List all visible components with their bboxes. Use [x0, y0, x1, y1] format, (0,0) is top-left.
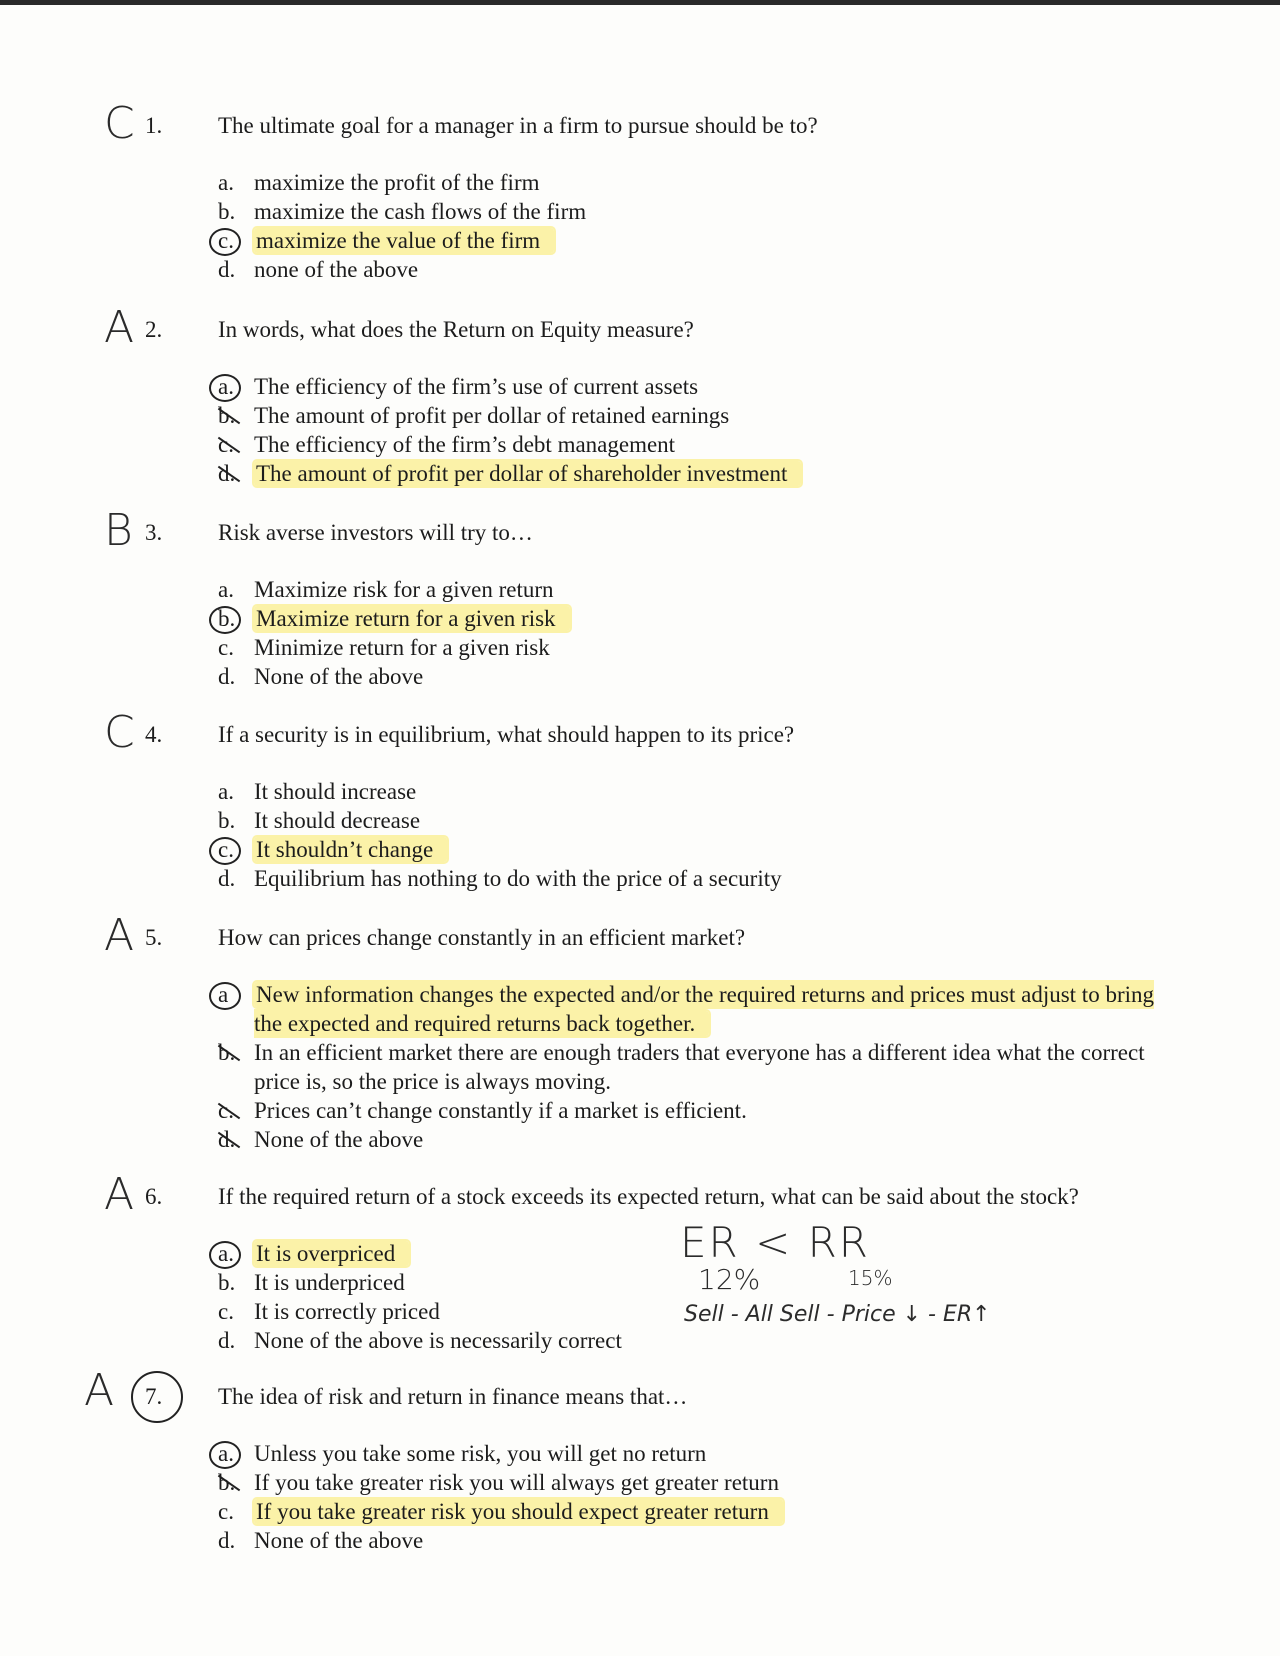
option-letter: a. — [218, 779, 234, 804]
answer-mark: C — [104, 707, 133, 758]
option-letter: d. — [218, 1127, 236, 1152]
option-text: Equilibrium has nothing to do with the price of a security — [254, 866, 782, 891]
option-letter: b. — [218, 808, 236, 833]
option-text: The amount of profit per dollar of retained earnings — [254, 403, 730, 428]
question-text: In words, what does the Return on Equity measure? — [218, 317, 694, 342]
option-letter: c. — [218, 635, 234, 660]
option-text: Maximize risk for a given return — [254, 577, 554, 602]
question-text: How can prices change constantly in an efficient market? — [218, 925, 746, 950]
option-letter: b. — [218, 403, 236, 428]
highlighted-answer: If you take greater risk you should expect greater return — [254, 1499, 783, 1524]
question-number: 6. — [145, 1184, 163, 1209]
option-letter: a. — [218, 1241, 234, 1266]
option-letter: c. — [218, 1098, 234, 1123]
option-text-struck: It is correctly priced — [254, 1299, 440, 1324]
option-letter: d. — [218, 461, 236, 486]
question-number: 4. — [145, 722, 163, 747]
highlighted-answer: It is overpriced — [254, 1241, 409, 1266]
option-text: The efficiency of the firm’s debt management — [254, 432, 676, 457]
answer-mark: A — [104, 302, 133, 353]
option-text: maximize the cash flows of the firm — [254, 199, 587, 224]
option-letter: d. — [218, 1328, 236, 1353]
answer-mark: A — [104, 1169, 133, 1220]
question-text: The idea of risk and return in finance means that… — [218, 1384, 688, 1409]
option-letter: b. — [218, 1270, 236, 1295]
handwritten-note-er-value: 12% — [698, 1263, 761, 1296]
option-letter: a. — [218, 170, 234, 195]
highlighted-answer: New information changes the expected and/or the required returns and prices must adjust to bring the expected and required returns back together. — [254, 982, 1154, 1036]
question-text: Risk averse investors will try to… — [218, 520, 533, 545]
option-letter: c. — [218, 1499, 234, 1524]
option-letter: c. — [218, 228, 234, 253]
option-text: The efficiency of the firm’s use of current assets — [254, 374, 699, 399]
option-letter: a — [218, 982, 229, 1007]
option-letter: c. — [218, 432, 234, 457]
option-text: Unless you take some risk, you will get no return — [254, 1441, 707, 1466]
highlighted-answer: maximize the value of the firm — [254, 228, 554, 253]
option-letter: a. — [218, 374, 234, 399]
option-letter: d. — [218, 866, 236, 891]
highlighted-answer: The amount of profit per dollar of shareholder investment — [254, 461, 801, 486]
question-number: 3. — [145, 520, 163, 545]
option-text: none of the above — [254, 257, 419, 282]
question-number: 5. — [145, 925, 163, 950]
option-letter: b. — [218, 199, 236, 224]
option-letter: b. — [218, 606, 236, 631]
answer-mark: A — [104, 910, 133, 961]
highlighted-answer: It shouldn’t change — [254, 837, 447, 862]
question-number: 1. — [145, 113, 163, 138]
option-letter: d. — [218, 664, 236, 689]
option-text: Prices can’t change constantly if a market is efficient. — [254, 1098, 747, 1123]
option-text: It is underpriced — [254, 1270, 405, 1295]
option-letter: b. — [218, 1040, 236, 1065]
option-text: maximize the profit of the firm — [254, 170, 540, 195]
option-text: None of the above — [254, 1528, 424, 1553]
option-text: If you take greater risk you will always get greater return — [254, 1470, 779, 1495]
option-letter: d. — [218, 1528, 236, 1553]
question-text: If a security is in equilibrium, what should happen to its price? — [218, 722, 795, 747]
handwritten-note-rr-value: 15% — [848, 1266, 893, 1290]
option-text: It should increase — [254, 779, 417, 804]
answer-mark: C — [104, 98, 133, 149]
question-number: 7. — [145, 1384, 163, 1409]
option-text: None of the above — [254, 1127, 424, 1152]
handwritten-note-line1: ER < RR — [680, 1218, 870, 1267]
option-letter: a. — [218, 577, 234, 602]
option-text: None of the above — [254, 664, 424, 689]
question-text: The ultimate goal for a manager in a firm to pursue should be to? — [218, 113, 818, 138]
option-letter: c. — [218, 1299, 234, 1324]
handwritten-note-line3: Sell - All Sell - Price ↓ - ER↑ — [684, 1302, 991, 1327]
option-letter: a. — [218, 1441, 234, 1466]
option-text: None of the above is necessarily correct — [254, 1328, 622, 1353]
option-letter: c. — [218, 837, 234, 862]
page-top-border — [0, 0, 1280, 5]
answer-mark: B — [104, 505, 131, 556]
answer-mark: A — [84, 1365, 113, 1416]
highlighted-answer: Maximize return for a given risk — [254, 606, 570, 631]
option-text: It should decrease — [254, 808, 421, 833]
option-letter: d. — [218, 257, 236, 282]
option-text: In an efficient market there are enough traders that everyone has a different idea what the correct price is, so the price is always moving. — [254, 1040, 1145, 1094]
option-letter: b. — [218, 1470, 236, 1495]
question-text: If the required return of a stock exceeds its expected return, what can be said about the stock? — [218, 1184, 1079, 1209]
option-text: Minimize return for a given risk — [254, 635, 550, 660]
question-number: 2. — [145, 317, 163, 342]
